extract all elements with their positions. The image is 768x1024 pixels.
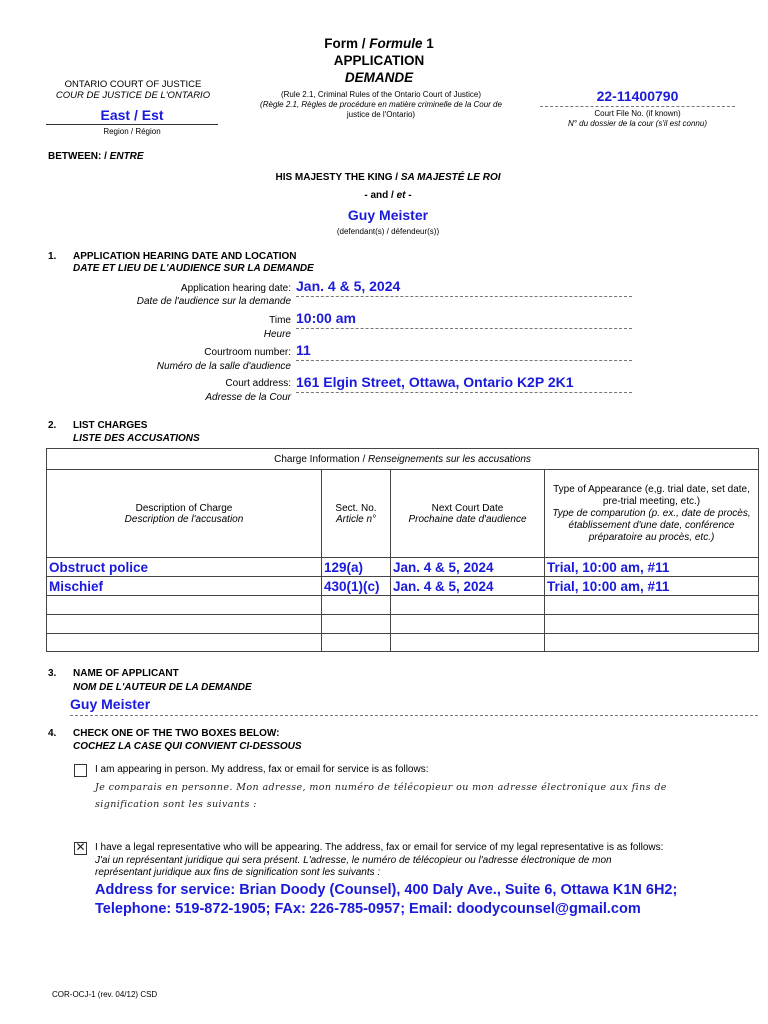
charge-type-cell[interactable] <box>545 634 759 652</box>
table-header-row <box>47 470 759 558</box>
charge-type-cell[interactable] <box>545 596 759 615</box>
legal-representative-checkbox[interactable] <box>74 842 87 855</box>
section3-heading-fr: NOM DE L'AUTEUR DE LA DEMANDE <box>73 682 252 693</box>
hearing-date-label: Application hearing date: <box>180 283 291 294</box>
table-row <box>47 634 759 652</box>
table-title-row <box>47 449 759 470</box>
form-number: Form / Formule 1 <box>324 36 434 51</box>
charge-section-cell[interactable] <box>322 615 391 634</box>
charge-section-cell[interactable] <box>322 596 391 615</box>
charge-description-cell[interactable] <box>47 596 322 615</box>
form-title-fr: DEMANDE <box>344 70 414 85</box>
court-file-label-fr: N° du dossier de la cour (s'il est connu) <box>567 119 707 128</box>
hearing-date-field[interactable]: Jan. 4 & 5, 2024 <box>296 278 632 297</box>
form-code: COR-OCJ-1 (rev. 04/12) CSD <box>52 990 158 999</box>
charge-type-cell[interactable]: Trial, 10:00 am, #11 <box>545 558 759 577</box>
charge-date-cell[interactable]: Jan. 4 & 5, 2024 <box>391 577 545 596</box>
courtroom-label-fr: Numéro de la salle d'audience <box>156 361 291 372</box>
column-header-next-date: Next Court Date Prochaine date d'audience <box>391 470 545 558</box>
applicant-name-field[interactable]: Guy Meister <box>70 696 758 716</box>
table-row <box>47 558 759 577</box>
time-label: Time <box>269 315 291 326</box>
address-for-service-field[interactable]: Address for service: Brian Doody (Counsel), 400 Daly Ave., Suite 6, Ottawa K1N 6H2; Telephone: 519-872-1905; FAx: 226-785-0957; Email: doodycounsel@gmail.com <box>95 882 678 917</box>
court-name: ONTARIO COURT OF JUSTICE <box>64 79 202 90</box>
section2-number: 2. <box>48 420 57 431</box>
court-address-label-fr: Adresse de la Cour <box>205 392 291 403</box>
charge-description-cell[interactable]: Mischief <box>47 577 322 596</box>
charge-description-cell[interactable]: Obstruct police <box>47 558 322 577</box>
courtroom-label: Courtroom number: <box>204 347 291 358</box>
legal-representative-label: I have a legal representative who will be appearing. The address, fax or email for service of my legal representative is as follows: J'ai un représentant juridique qui sera présent. L'adresse, le numéro de télécopieur ou l'adresse électronique de mon représentant juridique aux fins de signification sont les suivants : <box>95 842 664 878</box>
section2-heading-fr: LISTE DES ACCUSATIONS <box>73 433 200 444</box>
charges-table <box>46 448 759 652</box>
charge-section-cell[interactable]: 129(a) <box>322 558 391 577</box>
appearing-in-person-label-fr: Je comparais en personne. Mon adresse, mon numéro de télécopieur ou mon adresse électronique aux fins de signification sont les suivants : <box>95 782 667 810</box>
charge-date-cell[interactable] <box>391 634 545 652</box>
time-label-fr: Heure <box>263 329 291 340</box>
form-title: APPLICATION <box>333 53 425 68</box>
section4-number: 4. <box>48 728 57 739</box>
charge-date-cell[interactable]: Jan. 4 & 5, 2024 <box>391 558 545 577</box>
crown-party: HIS MAJESTY THE KING / SA MAJESTÉ LE ROI <box>275 172 501 183</box>
courtroom-field[interactable]: 11 <box>296 342 632 361</box>
table-row <box>47 596 759 615</box>
court-name-fr: COUR DE JUSTICE DE L'ONTARIO <box>55 90 211 101</box>
charge-date-cell[interactable] <box>391 615 545 634</box>
charge-section-cell[interactable]: 430(1)(c) <box>322 577 391 596</box>
time-field[interactable]: 10:00 am <box>296 310 632 329</box>
appearing-in-person-checkbox[interactable] <box>74 764 87 777</box>
charge-type-cell[interactable] <box>545 615 759 634</box>
appearing-in-person-label: I am appearing in person. My address, fax or email for service is as follows: <box>95 764 429 775</box>
court-address-label: Court address: <box>225 378 291 389</box>
section1-heading-fr: DATE ET LIEU DE L'AUDIENCE SUR LA DEMANDE <box>73 263 314 274</box>
charge-section-cell[interactable] <box>322 634 391 652</box>
region-field[interactable]: East / Est <box>46 106 218 125</box>
charge-type-cell[interactable]: Trial, 10:00 am, #11 <box>545 577 759 596</box>
charge-description-cell[interactable] <box>47 615 322 634</box>
column-header-appearance-type: Type of Appearance (e,g. trial date, set date, pre-trial meeting, etc.) Type de comparution (p. ex., date de procès, établissement d'une date, conférence préparatoire au procès, etc.) <box>545 470 759 558</box>
between-label: BETWEEN: / ENTRE <box>48 151 144 162</box>
column-header-description: Description of Charge Description de l'accusation <box>47 470 322 558</box>
section2-heading: LIST CHARGES <box>73 420 148 431</box>
defendant-name-field[interactable]: Guy Meister <box>347 207 429 223</box>
table-row <box>47 615 759 634</box>
hearing-date-label-fr: Date de l'audience sur la demande <box>136 296 291 307</box>
court-address-field[interactable]: 161 Elgin Street, Ottawa, Ontario K2P 2K1 <box>296 374 632 393</box>
court-file-number-field[interactable]: 22-11400790 <box>540 86 735 107</box>
column-header-section: Sect. No. Article n° <box>322 470 391 558</box>
table-title: Charge Information / Renseignements sur les accusations <box>47 449 759 470</box>
charge-date-cell[interactable] <box>391 596 545 615</box>
table-row <box>47 577 759 596</box>
checkbox-x-mark-icon: ✕ <box>75 840 86 854</box>
court-file-label: Court File No. (if known) <box>594 109 681 118</box>
section3-heading: NAME OF APPLICANT <box>73 668 179 679</box>
section4-heading-fr: COCHEZ LA CASE QUI CONVIENT CI-DESSOUS <box>73 741 302 752</box>
section4-heading: CHECK ONE OF THE TWO BOXES BELOW: <box>73 728 280 739</box>
section1-number: 1. <box>48 251 57 262</box>
charge-description-cell[interactable] <box>47 634 322 652</box>
section1-heading: APPLICATION HEARING DATE AND LOCATION <box>73 251 297 262</box>
defendant-label: (defendant(s) / défendeur(s)) <box>336 227 440 236</box>
region-label: Region / Région <box>103 127 161 136</box>
rule-citation: (Rule 2.1, Criminal Rules of the Ontario Court of Justice) (Règle 2.1, Règles de procédure en matière criminelle de la Cour de justice de l'Ontario) <box>260 90 502 119</box>
section3-number: 3. <box>48 668 57 679</box>
and-separator: - and / et - <box>364 190 412 201</box>
